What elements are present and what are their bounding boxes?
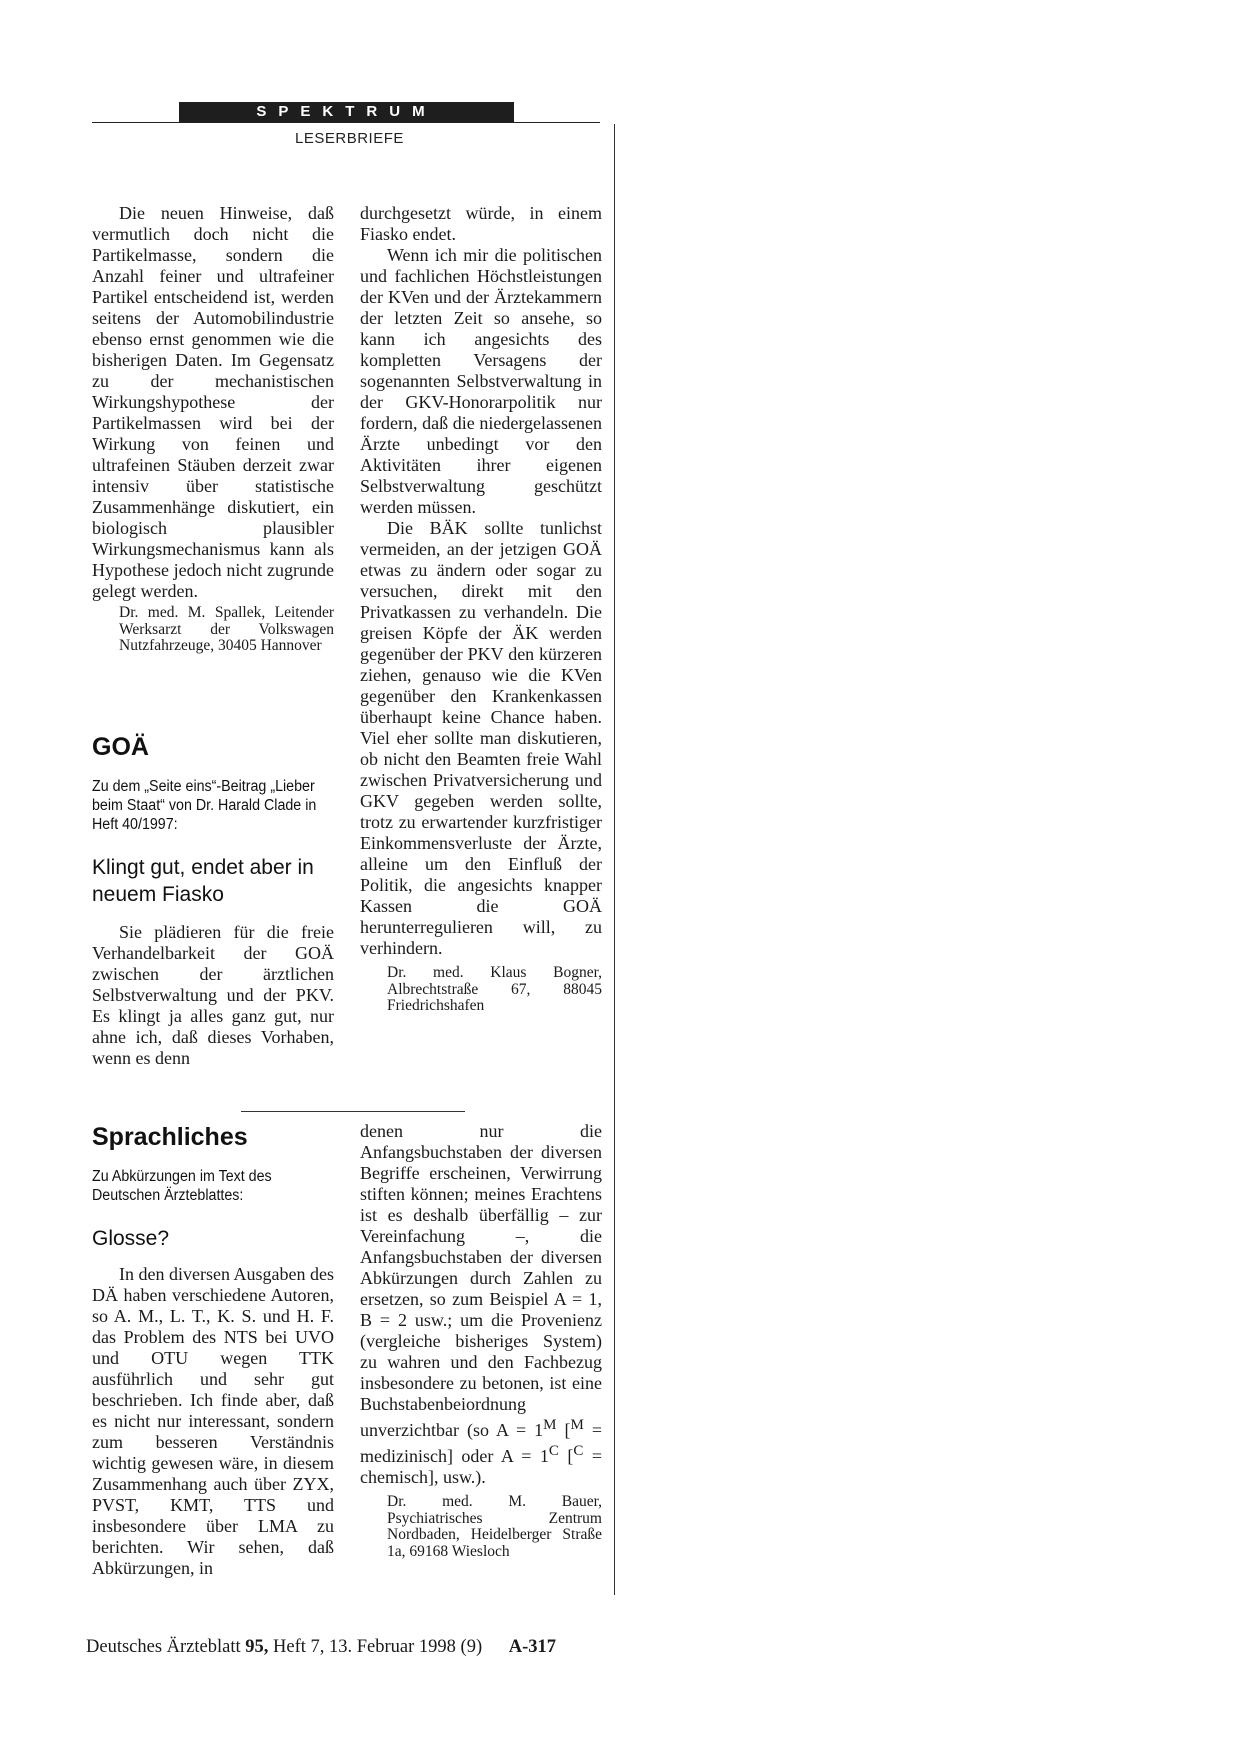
subsection-label: LESERBRIEFE: [295, 130, 404, 147]
letter3-signature: Dr. med. M. Bauer, Psychiatrisches Zentrum Nordbaden, Heidelberger Straße 1a, 69168 Wiesloch: [387, 1493, 602, 1560]
letter2-intro: Zu dem „Seite eins“-Beitrag „Lieber beim Staat“ von Dr. Harald Clade in Heft 40/1997:: [92, 778, 317, 833]
superscript-c-2: C: [573, 1443, 584, 1459]
letter3-body-left: In den diversen Ausgaben des DÄ haben verschiedene Autoren, so A. M., L. T., K. S. und H. F. das Problem des NTS bei UVO und OTU wegen TTK ausführlich und sehr gut beschrieben. Ich finde aber, daß es nicht nur interessant, sondern zum besseren Verständnis wichtig gewesen wäre, in diesem Zusammenhang auch über ZYX, PVST, KMT, TTS und insbesondere über LMA zu berichten. Wir sehen, daß Abkürzungen, in: [92, 1264, 334, 1578]
column-rule: [614, 124, 615, 1595]
footer-page-number: A-317: [508, 1637, 557, 1657]
letter2-right-column: [360, 203, 602, 1015]
letter3-body-right: [360, 1121, 602, 1488]
section-banner: SPEKTRUM: [179, 102, 514, 122]
letter2-body-right-3: Die BÄK sollte tunlichst vermeiden, an der jetzigen GOÄ etwas zu ändern oder sogar zu versuchen, direkt mit den Privatkassen zu verhandeln. Die greisen Köpfe der ÄK werden gegenüber der PKV den kürzeren ziehen, genauso wie die KVen gegenüber den Krankenkassen überhaupt keine Chance haben. Viel eher sollte man diskutieren, ob nicht den Beamten freie Wahl zwischen Privatversicherung und GKV gegeben werden sollte, trotz zu erwartender kurzfristiger Einkommensverluste der Ärzte, alleine um den Einfluß der Politik, die angesichts knapper Kassen die GOÄ herunterregulieren will, zu verhindern.: [360, 518, 602, 958]
header-rule: [92, 122, 600, 123]
letter2-body-right-2: Wenn ich mir die politischen und fachlichen Höchstleistungen der KVen und der Ärztekammern der letzten Zeit so ansehe, so kann ich angesichts des kompletten Versagens der sogenannten Selbstverwaltung in der GKV-Honorarpolitik nur fordern, daß die niedergelassenen Ärzte unbedingt vor den Aktivitäten ihrer eigenen Selbstverwaltung geschützt werden müssen.: [360, 245, 602, 517]
letter3-headline: Glosse?: [92, 1227, 170, 1250]
footer-volume: 95,: [245, 1637, 269, 1657]
letter3-intro: Zu Abkürzungen im Text des Deutschen Ärzteblattes:: [92, 1168, 272, 1204]
superscript-m: M: [543, 1417, 557, 1433]
footer-issue: Heft 7, 13. Februar 1998 (9): [273, 1637, 483, 1657]
letter2-body-right-1: durchgesetzt würde, in einem Fiasko endet.: [360, 203, 602, 244]
letter2-kicker: GOÄ: [92, 733, 149, 761]
letter1-signature: Dr. med. M. Spallek, Leitender Werksarzt der Volkswagen Nutzfahrzeuge, 30405 Hannover: [119, 604, 334, 654]
letter3-body-mid: = medizinisch] oder A = 1: [360, 1420, 602, 1466]
letter3-body-bracket-1: [: [556, 1420, 571, 1440]
letter1-left-column: [92, 203, 334, 655]
letter2-left-column: [92, 733, 334, 1069]
page-footer: [86, 1637, 556, 1658]
letter2-signature: Dr. med. Klaus Bogner, Albrechtstraße 67, 88045 Friedrichshafen: [387, 964, 602, 1014]
letter3-kicker: Sprachliches: [92, 1123, 248, 1151]
superscript-c: C: [548, 1443, 559, 1459]
section-divider: [241, 1111, 465, 1112]
letter1-body: Die neuen Hinweise, daß vermutlich doch nicht die Partikelmasse, sondern die Anzahl feiner und ultrafeiner Partikel entscheidend ist, werden seitens der Automobilindustrie ebenso ernst genommen wie die bisherigen Daten. Im Gegensatz zu der mechanistischen Wirkungshypothese der Partikelmassen wird bei der Wirkung von feinen und ultrafeinen Stäuben derzeit zwar intensiv über statistische Zusammenhänge diskutiert, ein biologisch plausibler Wirkungsmechanismus kann als Hypothese jedoch nicht zugrunde gelegt werden.: [92, 203, 334, 601]
letter3-body-end: = chemisch], usw.).: [360, 1446, 603, 1487]
letter3-body-bracket-2: [: [558, 1446, 574, 1466]
footer-journal: Deutsches Ärzteblatt: [86, 1637, 241, 1657]
letter3-body-right-start: denen nur die Anfangsbuchstaben der diversen Begriffe erscheinen, Verwirrung stiften können; meines Erachtens ist es deshalb überfällig – zur Vereinfachung –, die Anfangsbuchstaben der diversen Abkürzungen durch Zahlen zu ersetzen, so zum Beispiel A = 1, B = 2 usw.; um die Provenienz (vergleiche bisheriges System) zu wahren und den Fachbezug insbesondere zu betonen, ist eine Buchstabenbeiordnung unverzichtbar (so A = 1: [360, 1121, 602, 1440]
letter3-left-column: [92, 1123, 334, 1579]
superscript-m-2: M: [570, 1417, 584, 1433]
letter3-right-column: [360, 1121, 602, 1560]
letter2-body-left: Sie plädieren für die freie Verhandelbarkeit der GOÄ zwischen der ärztlichen Selbstverwaltung und der PKV. Es klingt ja alles ganz gut, nur ahne ich, daß dieses Vorhaben, wenn es denn: [92, 922, 334, 1068]
letter2-headline: Klingt gut, endet aber in neuem Fiasko: [92, 856, 314, 906]
